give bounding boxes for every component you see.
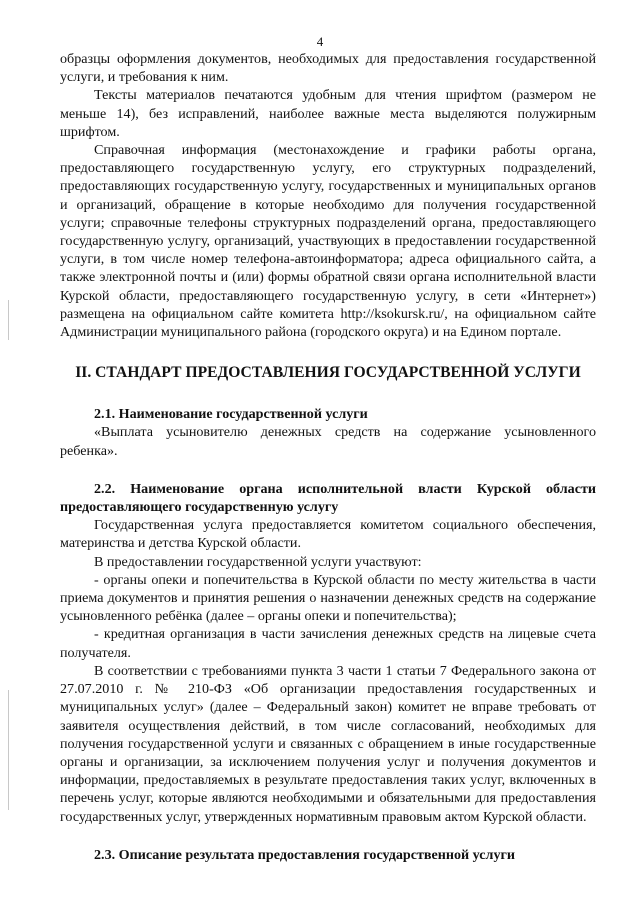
section-title: II. СТАНДАРТ ПРЕДОСТАВЛЕНИЯ ГОСУДАРСТВЕННОЙ УСЛУГИ: [75, 364, 581, 382]
subsection-heading: 2.2. Наименование органа исполнительной власти Курской области предоставляющего государственную услугу: [60, 480, 596, 516]
scan-edge-mark: [8, 690, 9, 810]
paragraph: образцы оформления документов, необходимых для предоставления государственной услуги, и требования к ним.: [60, 51, 596, 86]
scan-edge-mark: [8, 300, 9, 340]
paragraph: Государственная услуга предоставляется комитетом социального обеспечения, материнства и детства Курской области.: [60, 517, 596, 552]
document-body: [60, 50, 596, 864]
page-number: 4: [316, 34, 324, 49]
subsection-heading: 2.3. Описание результата предоставления государственной услуги: [94, 846, 516, 863]
paragraph: Тексты материалов печатаются удобным для чтения шрифтом (размером не меньше 14), без исправлений, наиболее важные места выделяются полужирным шрифтом.: [60, 87, 596, 140]
paragraph: Справочная информация (местонахождение и графики работы органа, предоставляющего государственную услугу, его структурных подразделений, предоставляющих государственную услугу, государственных и муниципальных органов и организаций, обращение в которые необходимо для получения государственной услуги; справочные телефоны структурных подразделений органа, предоставляющего государственную услугу, организаций, участвующих в предоставлении государственной услуги, в том числе номер телефона-автоинформатора; адреса официального сайта, а также электронной почты и (или) формы обратной связи органа исполнительной власти Курской области, предоставляющего государственную услугу, в сети «Интернет») размещена на официальном сайте комитета http://ksokursk.ru/, на официальном сайте Администрации муниципального района (городского округа) и на Едином портале.: [60, 142, 596, 341]
paragraph: В соответствии с требованиями пункта 3 части 1 статьи 7 Федерального закона от 27.07.2010 г. № 210-ФЗ «Об организации предоставления государственных и муниципальных услуг» (далее – Федеральный закон) комитет не вправе требовать от заявителя осуществления действий, в том числе согласований, необходимых для получения государственной услуги и связанных с обращением в иные государственные органы и организации, за исключением получения услуг и получения документов и информации, предоставляемых в результате предоставления таких услуг, включенных в перечень услуг, которые являются необходимыми и обязательными для предоставления государственных услуг, утвержденных нормативным правовым актом Курской области.: [60, 662, 596, 825]
paragraph: «Выплата усыновителю денежных средств на содержание усыновленного ребенка».: [60, 424, 596, 459]
subsection-heading: 2.1. Наименование государственной услуги: [94, 406, 368, 423]
list-item: - органы опеки и попечительства в Курской области по месту жительства в части приема документов и принятия решения о назначении денежных средств на содержание усыновленного ребёнка (далее – органы опеки и попечительства);: [60, 571, 596, 625]
paragraph: В предоставлении государственной услуги участвуют:: [94, 553, 422, 570]
list-item: - кредитная организация в части зачисления денежных средств на лицевые счета получателя.: [60, 626, 596, 661]
